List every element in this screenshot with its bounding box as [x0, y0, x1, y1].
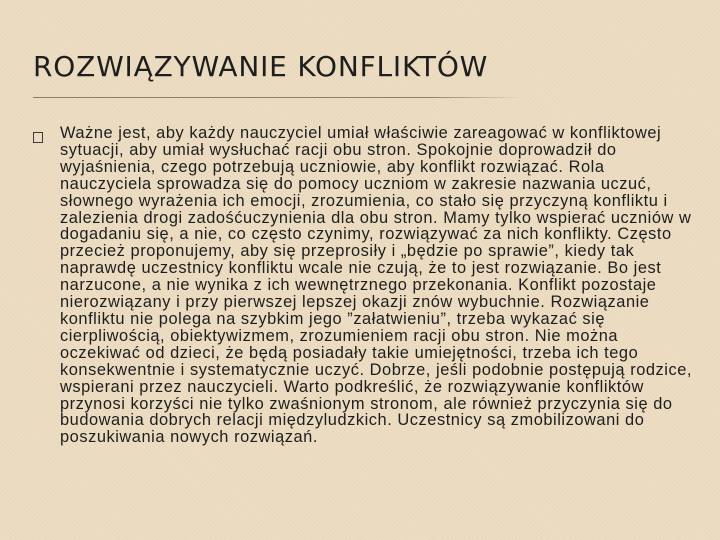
title-divider [33, 97, 523, 98]
square-bullet-icon [33, 132, 43, 143]
body-paragraph: Ważne jest, aby każdy nauczyciel umiał właściwie zareagować w konfliktowej sytuacji, aby umiał wysłuchać racji obu stron. Spokojnie doprowadził do wyjaśnienia, czego potrzebują uczniowie, aby konflikt rozwiązać. Rola nauczyciela sprowadza się do pomocy uczniom w zakresie nazwania uczuć, słownego wyrażenia ich emocji, zrozumienia, co stało się przyczyną konfliktu i zalezienia drogi zadośćuczynienia dla obu stron. Mamy tylko wspierać uczniów w dogadaniu się, a nie, co często czynimy, rozwiązywać za nich konflikty. Często przecież proponujemy, aby się przeprosiły i „będzie po sprawie”, kiedy tak naprawdę uczestnicy konfliktu wcale nie czują, że to jest rozwiązanie. Bo jest narzucone, a nie wynika z ich wewnętrznego przekonania. Konflikt pozostaje nierozwiązany i przy pierwszej lepszej okazji znów wybuchnie. Rozwiązanie konfliktu nie polega na szybkim jego ”załatwieniu”, trzeba wykazać się cierpliwością, obiektywizmem, zrozumieniem racji obu stron. Nie można oczekiwać od dzieci, że będą posiadały takie umiejętności, trzeba ich tego konsekwentnie i systematycznie uczyć. Dobrze, jeśli podobnie postępują rodzice, wspierani przez nauczycieli. Warto podkreślić, że rozwiązywanie konfliktów przynosi korzyści nie tylko zwaśnionym stronom, ale również przyczynia się do budowania dobrych relacji międzyludzkich. Uczestnicy są zmobilizowani do poszukiwania nowych rozwiązań. [60, 124, 692, 447]
slide-title: ROZWIĄZYWANIE KONFLIKTÓW [33, 50, 489, 83]
